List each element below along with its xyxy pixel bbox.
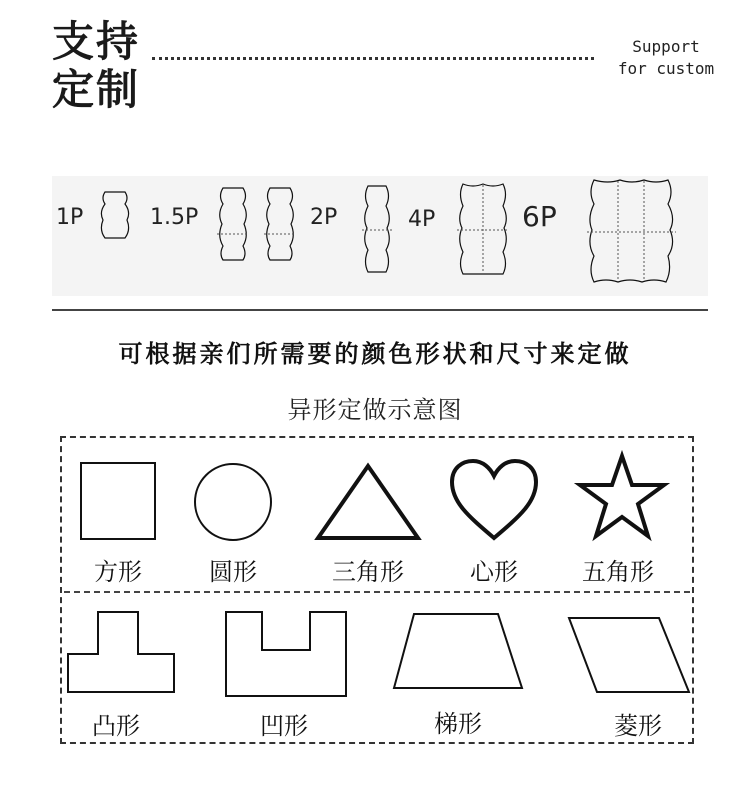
circle-icon [193,462,273,542]
title-line-1: 支持 [52,17,141,66]
page-6p-icon [584,176,682,286]
page-2p-icon [360,184,394,274]
support-caption [612,36,720,80]
shape-label-convex: 凸形 [92,712,140,740]
header-dotted-divider [152,57,594,60]
page-1p-icon [97,190,133,242]
page-4p-icon [455,182,511,276]
shape-label-rhombus: 菱形 [614,712,662,740]
shape-label-concave: 凹形 [260,712,308,740]
support-line-1: Support [632,37,700,56]
page-label-1-5p: 1.5P [150,205,199,230]
custom-slogan: 可根据亲们所需要的颜色形状和尺寸来定做 [118,339,632,368]
page-label-4p: 4P [408,207,436,232]
trapezoid-icon [392,612,524,692]
shape-label-square: 方形 [94,558,142,586]
triangle-icon [312,460,424,542]
page-1-5p-icon-a [215,186,251,262]
square-icon [80,462,156,540]
strip-divider [52,309,708,311]
star-icon [575,452,669,542]
convex-icon [66,610,176,694]
shape-label-trapezoid: 梯形 [434,710,482,738]
page-label-1p: 1P [56,205,84,230]
page-1-5p-icon-b [262,186,298,262]
title-line-2: 定制 [52,65,141,114]
header-title [52,18,140,114]
heart-icon [448,458,540,542]
concave-icon [224,610,348,698]
page-label-2p: 2P [310,205,338,230]
page-label-6p: 6P [522,200,557,233]
shapes-row-divider [64,591,690,593]
rhombus-icon [567,616,691,696]
support-line-2: for custom [617,59,715,78]
shape-label-circle: 圆形 [209,558,257,586]
shape-label-heart: 心形 [470,558,518,586]
shape-label-triangle: 三角形 [332,558,404,586]
shape-label-star: 五角形 [582,558,654,586]
diagram-title: 异形定做示意图 [287,396,463,424]
